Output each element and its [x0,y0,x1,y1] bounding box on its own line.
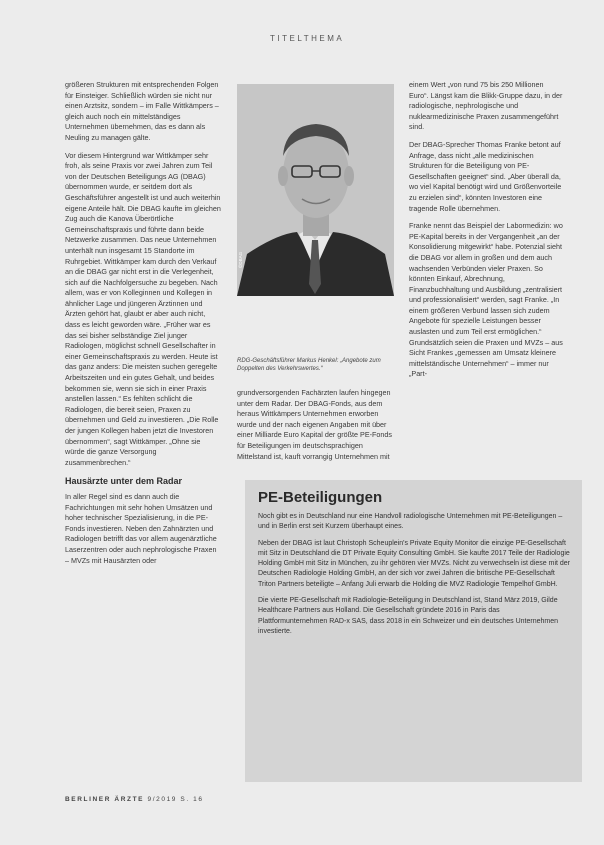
info-box-title: PE-Beteiligungen [258,489,383,506]
paragraph: Vor diesem Hintergrund war Wittkämper sehr froh, als seine Praxis vor zwei Jahren zum Teil von der Deutschen Beteiligungs AG (DBAG) übernommen wurde, er seitdem dort als Geschäftsführer angestellt ist und auch weiterhin eigene Anteile hält. Die DBAG kaufte im gleichen Zug auch die Kanova Überörtliche Gemeinschaftspraxis und führte dann beide Netzwerke zusammen. Das neue Unternehmen unterhält nun insgesamt 15 Standorte im Ruhrgebiet. Wittkämper kam durch den Verkauf an die DBAG gar nicht erst in die Verlegenheit, sich auf die Nachfolgersuche zu begeben. Nach allem, was er von Kolleginnen und Kollegen in ähnlicher Lage und jüngeren Ärztinnen und Ärzten gehört hat, glaubt er aber auch nicht, dass es leicht geworden wäre. „Früher war es das sei bisher selbständige Ziel junger Radiologen, möglichst schnell Gesellschafter in einer Gemeinschaftspraxis zu werden. Heute ist das ganz anders: Die meisten suchen geregelte Arbeitszeiten und ein gutes Gehalt, und beides bekommen sie, wenn sie sich in einer Praxis anstellen lassen.“ Es fehlten schlicht die Radiologen, die bereit seien, Praxen zu übernehmen und Geld zu investieren. „Die Rolle der jungen Kollegen haben jetzt die Investoren übernommen“, sagt Wittkämper. „Ohne sie würde die ganze Versorgung zusammenbrechen.“ [65,150,221,467]
article-column-2 [237,388,394,469]
section-header: TITELTHEMA [270,34,345,43]
info-box-paragraph: Die vierte PE-Gesellschaft mit Radiologie-Beteiligung in Deutschland ist, Stand März 2019, Gilde Healthcare Partners aus Holland. Die Gesellschaft gründete 2016 in Paris das Plattformunternehmen RAD-x SAS, dass 2018 in ein Schweizer und ein deutsches Unternehmen investierte. [258,597,558,635]
article-column-3 [409,80,564,387]
paragraph: grundversorgenden Fachärzten laufen hingegen unter dem Radar. Der DBAG-Fonds, aus dem heraus Wittkämpers Unternehmen erworben wurde und der nach eigenen Angaben mit über einer Milliarde Euro Kapital der größte PE-Fonds für Beteiligungen im deutschsprachigen Mittelstand ist, kauft vorrangig Unternehmen mit [237,388,393,461]
photo-caption: RDG-Geschäftsführer Markus Henkel: „Angebote zum Doppelten des Verkehrswertes.“ [237,358,381,373]
article-column-1 [65,80,221,573]
info-box [245,480,582,782]
paragraph: In aller Regel sind es dann auch die Fachrichtungen mit sehr hohen Umsätzen und hoher technischer Spezialisierung, in die PE-Fonds investieren. Neben den Zahnärzten und Radiologen betrifft das vor allem augenärztliche Laserzentren oder auch nephrologische Praxen – MVZs mit Hausärzten oder [65,491,217,565]
paragraph: größeren Strukturen mit entsprechenden Folgen für Einsteiger. Schließlich würden sie nicht nur einen Arztsitz, sondern – im Falle Wittkämpers – gleich auch noch ein mittelständiges Unternehmen übernehmen, das es dann als Neuling zu managen gälte. [65,80,219,142]
footer-issue: 9/2019 S. 16 [147,796,204,803]
portrait-illustration [237,84,394,296]
photo-credit: ©DBAG [238,251,243,268]
subheading: Hausärzte unter dem Radar [65,476,183,487]
info-box-paragraph: Noch gibt es in Deutschland nur eine Handvoll radiologische Unternehmen mit PE-Beteiligungen – und in Berlin erst seit Kurzem überhaupt eines. [258,513,563,531]
paragraph: Franke nennt das Beispiel der Labormedizin: wo PE-Kapital bereits in der Vergangenheit „an der Konsolidierung mitgewirkt“ habe. Potenzial sieht die DBAG vor allem in großen und dem auch wachsenden Verbünden vieler Praxen. So könnten Einkauf, Abrechnung, Finanzbuchhaltung und Ausbildung „zentralisiert und professionalisiert“ werden, sagt Franke. „In einem größeren Verbund lassen sich zudem Angebote für spezielle Leistungen besser auslasten und zum Teil erst ermöglichen.“ Grundsätzlich seien die Praxen und MVZs – aus Sicht Frankes „gemessen am Umsatz kleinere mittelständische Unternehmen“ – immer nur „Part- [409,221,563,379]
info-box-paragraph: Neben der DBAG ist laut Christoph Scheuplein's Private Equity Monitor die einzige PE-Gesellschaft mit Sitz in Deutschland die DT Private Equity Consulting GmbH. Sie kaufte 2017 Teile der Radiologie Holding GmbH mit Sitz in München, zu ihr gehören vier MVZs. Nicht zu verwechseln ist diese mit der Deutschen Radiologie Holding GmbH, an der sich vor zwei Jahren die britische PE-Gesellschaft Triton Partners beteiligte – Anfang Juli erwarb die Holding die MVZ Radiologie Tempelhof GmbH. [258,539,571,588]
page-footer [65,796,204,803]
paragraph: Der DBAG-Sprecher Thomas Franke betont auf Anfrage, dass nicht „alle medizinischen Strukturen für die Beteiligung von PE-Gesellschaften geeignet“ sind. „Aber überall da, wo viel Kapital benötigt wird und Größenvorteile zu erzielen sind“, könnten Investoren eine tragende Rolle übernehmen. [409,139,562,213]
footer-magazine-name: BERLINER ÄRZTE [65,796,145,803]
portrait-photo [237,84,394,296]
paragraph: einem Wert „von rund 75 bis 250 Millionen Euro“. Längst kam die Blikk-Gruppe dazu, in der radiologische, nephrologische und nuklearmedizinische Praxen zusammengeführt sind. [409,80,563,132]
